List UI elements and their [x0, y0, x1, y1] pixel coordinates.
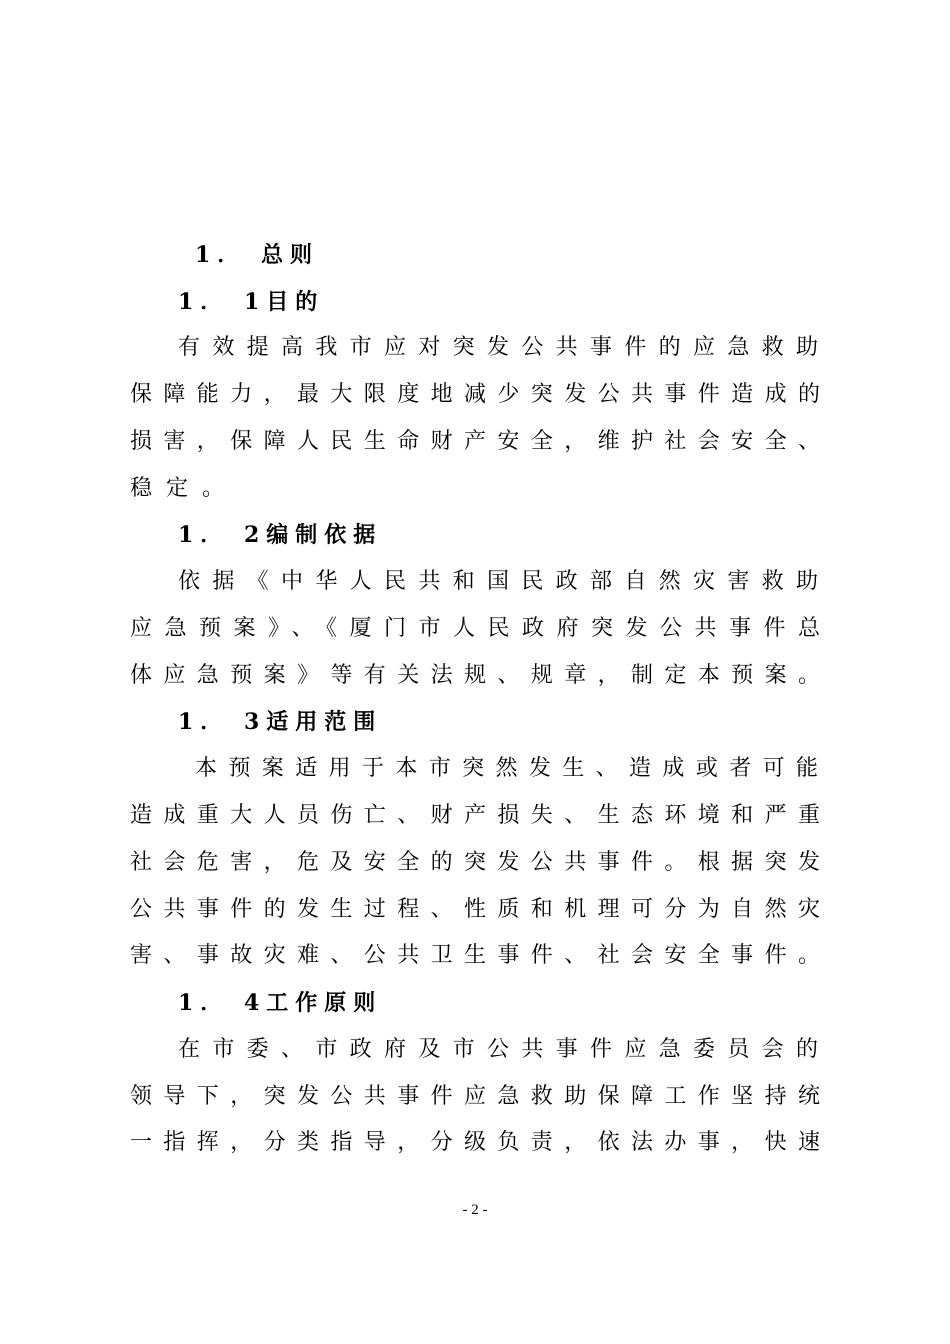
paragraph-line: 有效提高我市应对突发公共事件的应急救助 — [178, 335, 818, 360]
paragraph-line: 本预案适用于本市突然发生、造成或者可能 — [195, 756, 818, 781]
paragraph-line: 体应急预案》等有关法规、规章，制定本预案。 — [130, 663, 820, 688]
paragraph-line: 应急预案》、《厦门市人民政府突发公共事件总 — [130, 616, 820, 641]
paragraph-line: 社会危害，危及安全的突发公共事件。根据突发 — [130, 850, 820, 875]
paragraph-line: 领导下，突发公共事件应急救助保障工作坚持统 — [130, 1084, 820, 1109]
paragraph-line: 公共事件的发生过程、性质和机理可分为自然灾 — [130, 897, 820, 922]
paragraph-line: 稳定。 — [130, 476, 239, 501]
page-number: - 2 - — [462, 1202, 488, 1218]
paragraph-line: 害、事故灾难、公共卫生事件、社会安全事件。 — [130, 943, 820, 968]
section-heading-1-4: 1． 4工作原则 — [178, 990, 383, 1016]
section-heading-1-2: 1． 2编制依据 — [178, 522, 383, 548]
paragraph-line: 在市委、市政府及市公共事件应急委员会的 — [178, 1037, 818, 1062]
paragraph-line: 损害，保障人民生命财产安全，维护社会安全、 — [130, 429, 820, 454]
paragraph-line: 一指挥，分类指导，分级负责，依法办事，快速 — [130, 1130, 820, 1155]
paragraph-line: 造成重大人员伤亡、财产损失、生态环境和严重 — [130, 803, 820, 828]
chapter-heading: 1． 总则 — [195, 242, 319, 268]
section-heading-1-1: 1． 1目的 — [178, 289, 325, 315]
paragraph-line: 依据《中华人民共和国民政部自然灾害救助 — [178, 569, 818, 594]
section-heading-1-3: 1． 3适用范围 — [178, 709, 383, 735]
paragraph-line: 保障能力，最大限度地减少突发公共事件造成的 — [130, 382, 820, 407]
